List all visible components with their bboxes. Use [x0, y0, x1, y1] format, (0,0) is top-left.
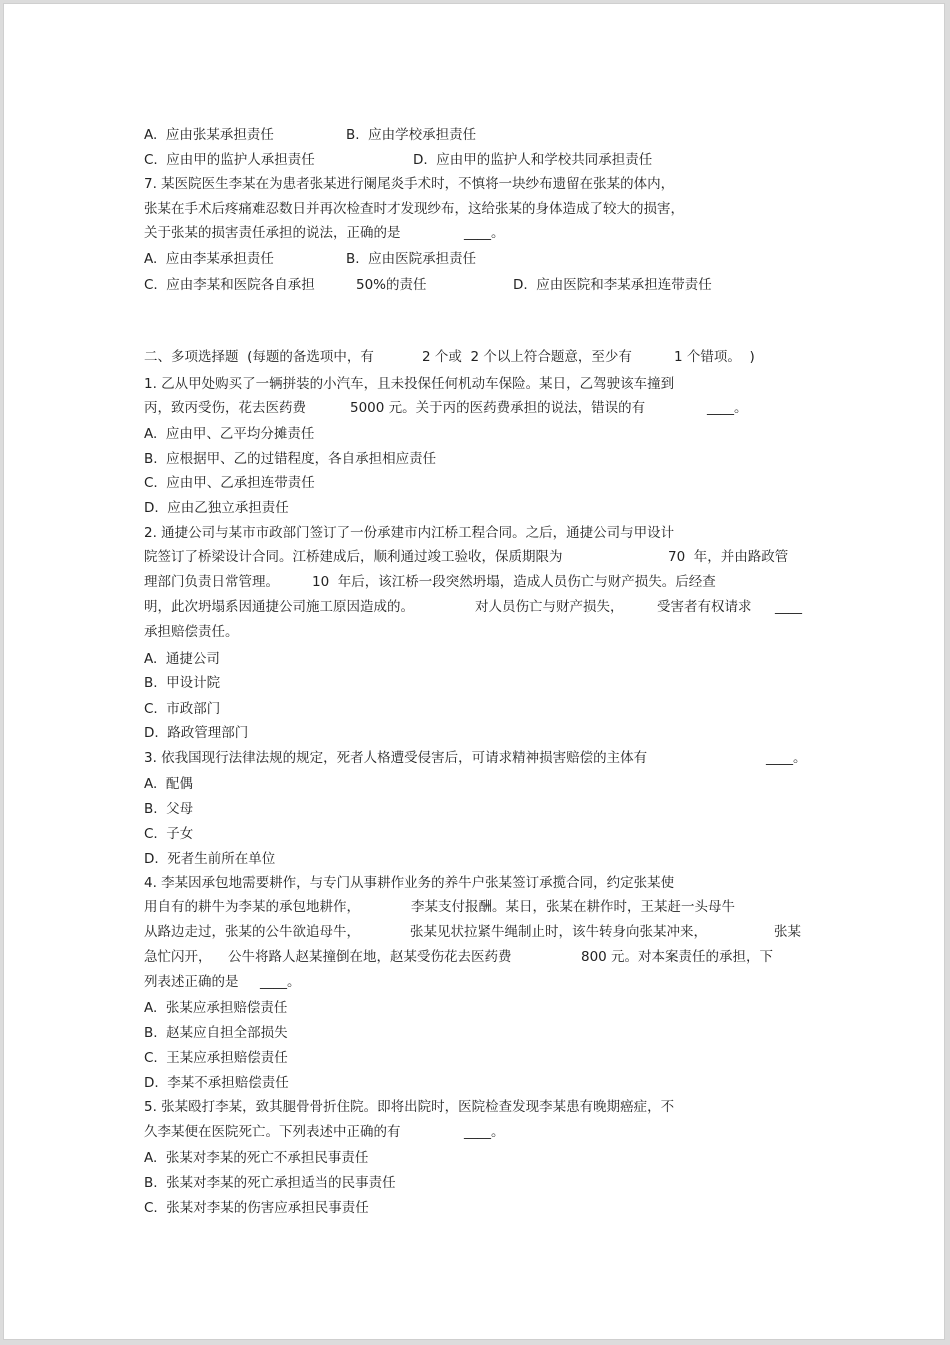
option-line: A. 张某对李某的死亡不承担民事责任	[144, 1150, 369, 1166]
answer-blank: ____。	[707, 400, 748, 416]
question-text: 公牛将路人赵某撞倒在地，赵某受伤花去医药费	[228, 949, 512, 965]
option-line: B. 父母	[144, 801, 194, 817]
answer-blank: ____	[775, 599, 802, 615]
section-heading: 二、多项选择题 (每题的备选项中，有	[144, 349, 374, 365]
question-text: 张某见状拉紧牛绳制止时，该牛转身向张某冲来，	[410, 924, 707, 940]
option-line: C. 应由甲的监护人承担责任	[144, 152, 315, 168]
question-text: 3. 依我国现行法律法规的规定，死者人格遭受侵害后，可请求精神损害赔偿的主体有	[144, 750, 648, 766]
question-text: 承担赔偿责任。	[144, 624, 239, 640]
question-text: 张某在手术后疼痛难忍数日并再次检查时才发现纱布，这给张某的身体造成了较大的损害，	[144, 201, 684, 217]
option-line: C. 应由甲、乙承担连带责任	[144, 475, 315, 491]
question-text: 从路边走过，张某的公牛欲追母牛，	[144, 924, 360, 940]
question-text: 急忙闪开，	[144, 949, 212, 965]
question-text: 李某支付报酬。某日，张某在耕作时，王某赶一头母牛	[411, 899, 735, 915]
question-text: 久李某便在医院死亡。下列表述中正确的有	[144, 1124, 401, 1140]
answer-blank: ____。	[260, 974, 301, 990]
answer-blank: ____。	[464, 1124, 505, 1140]
option-line: B. 应由医院承担责任	[346, 251, 477, 267]
section-heading: 2 个或 2 个以上符合题意，至少有	[422, 349, 632, 365]
option-line: D. 路政管理部门	[144, 725, 249, 741]
option-line: A. 应由张某承担责任	[144, 127, 274, 143]
question-text: 院签订了桥梁设计合同。江桥建成后，顺利通过竣工验收，保质期限为	[144, 549, 563, 565]
option-line: B. 应根据甲、乙的过错程度，各自承担相应责任	[144, 451, 437, 467]
option-line: 50%的责任	[356, 277, 427, 293]
question-text: 明，此次坍塌系因通捷公司施工原因造成的。	[144, 599, 414, 615]
option-line: C. 王某应承担赔偿责任	[144, 1050, 288, 1066]
option-line: D. 应由乙独立承担责任	[144, 500, 289, 516]
option-line: D. 死者生前所在单位	[144, 851, 276, 867]
option-line: B. 甲设计院	[144, 675, 221, 691]
question-text: 受害者有权请求	[657, 599, 752, 615]
option-line: A. 应由李某承担责任	[144, 251, 274, 267]
option-line: B. 赵某应自担全部损失	[144, 1025, 288, 1041]
option-line: A. 张某应承担赔偿责任	[144, 1000, 288, 1016]
question-text: 2. 通捷公司与某市市政部门签订了一份承建市内江桥工程合同。之后，通捷公司与甲设计	[144, 525, 675, 541]
option-line: D. 李某不承担赔偿责任	[144, 1075, 289, 1091]
question-text: 800 元。对本案责任的承担，下	[581, 949, 774, 965]
question-text: 张某	[774, 924, 801, 940]
option-line: A. 应由甲、乙平均分摊责任	[144, 426, 315, 442]
option-line: C. 市政部门	[144, 701, 221, 717]
section-heading: 1 个错项。 )	[674, 349, 755, 365]
question-text: 10 年后，该江桥一段突然坍塌，造成人员伤亡与财产损失。后经查	[312, 574, 716, 590]
question-text: 5. 张某殴打李某，致其腿骨骨折住院。即将出院时，医院检查发现李某患有晚期癌症，不	[144, 1099, 675, 1115]
option-line: B. 张某对李某的死亡承担适当的民事责任	[144, 1175, 396, 1191]
answer-blank: ____。	[464, 225, 505, 241]
question-text: 对人员伤亡与财产损失，	[475, 599, 624, 615]
option-line: A. 配偶	[144, 776, 193, 792]
question-text: 7. 某医院医生李某在为患者张某进行阑尾炎手术时，不慎将一块纱布遗留在张某的体内，	[144, 176, 675, 192]
option-line: C. 应由李某和医院各自承担	[144, 277, 315, 293]
option-line: C. 子女	[144, 826, 194, 842]
option-line: D. 应由甲的监护人和学校共同承担责任	[413, 152, 653, 168]
question-text: 5000 元。关于丙的医药费承担的说法，错误的有	[350, 400, 646, 416]
question-text: 4. 李某因承包地需要耕作，与专门从事耕作业务的养牛户张某签订承揽合同，约定张某使	[144, 875, 675, 891]
question-text: 用自有的耕牛为李某的承包地耕作，	[144, 899, 360, 915]
option-line: D. 应由医院和李某承担连带责任	[513, 277, 712, 293]
question-text: 丙，致丙受伤，花去医药费	[144, 400, 306, 416]
question-text: 1. 乙从甲处购买了一辆拼装的小汽车，且未投保任何机动车保险。某日，乙驾驶该车撞到	[144, 376, 675, 392]
option-line: B. 应由学校承担责任	[346, 127, 477, 143]
document-page	[3, 3, 945, 1340]
question-text: 关于张某的损害责任承担的说法，正确的是	[144, 225, 401, 241]
answer-blank: ____。	[766, 750, 807, 766]
question-text: 理部门负责日常管理。	[144, 574, 279, 590]
option-line: C. 张某对李某的伤害应承担民事责任	[144, 1200, 369, 1216]
question-text: 列表述正确的是	[144, 974, 239, 990]
question-text: 70 年，并由路政管	[668, 549, 789, 565]
option-line: A. 通捷公司	[144, 651, 220, 667]
